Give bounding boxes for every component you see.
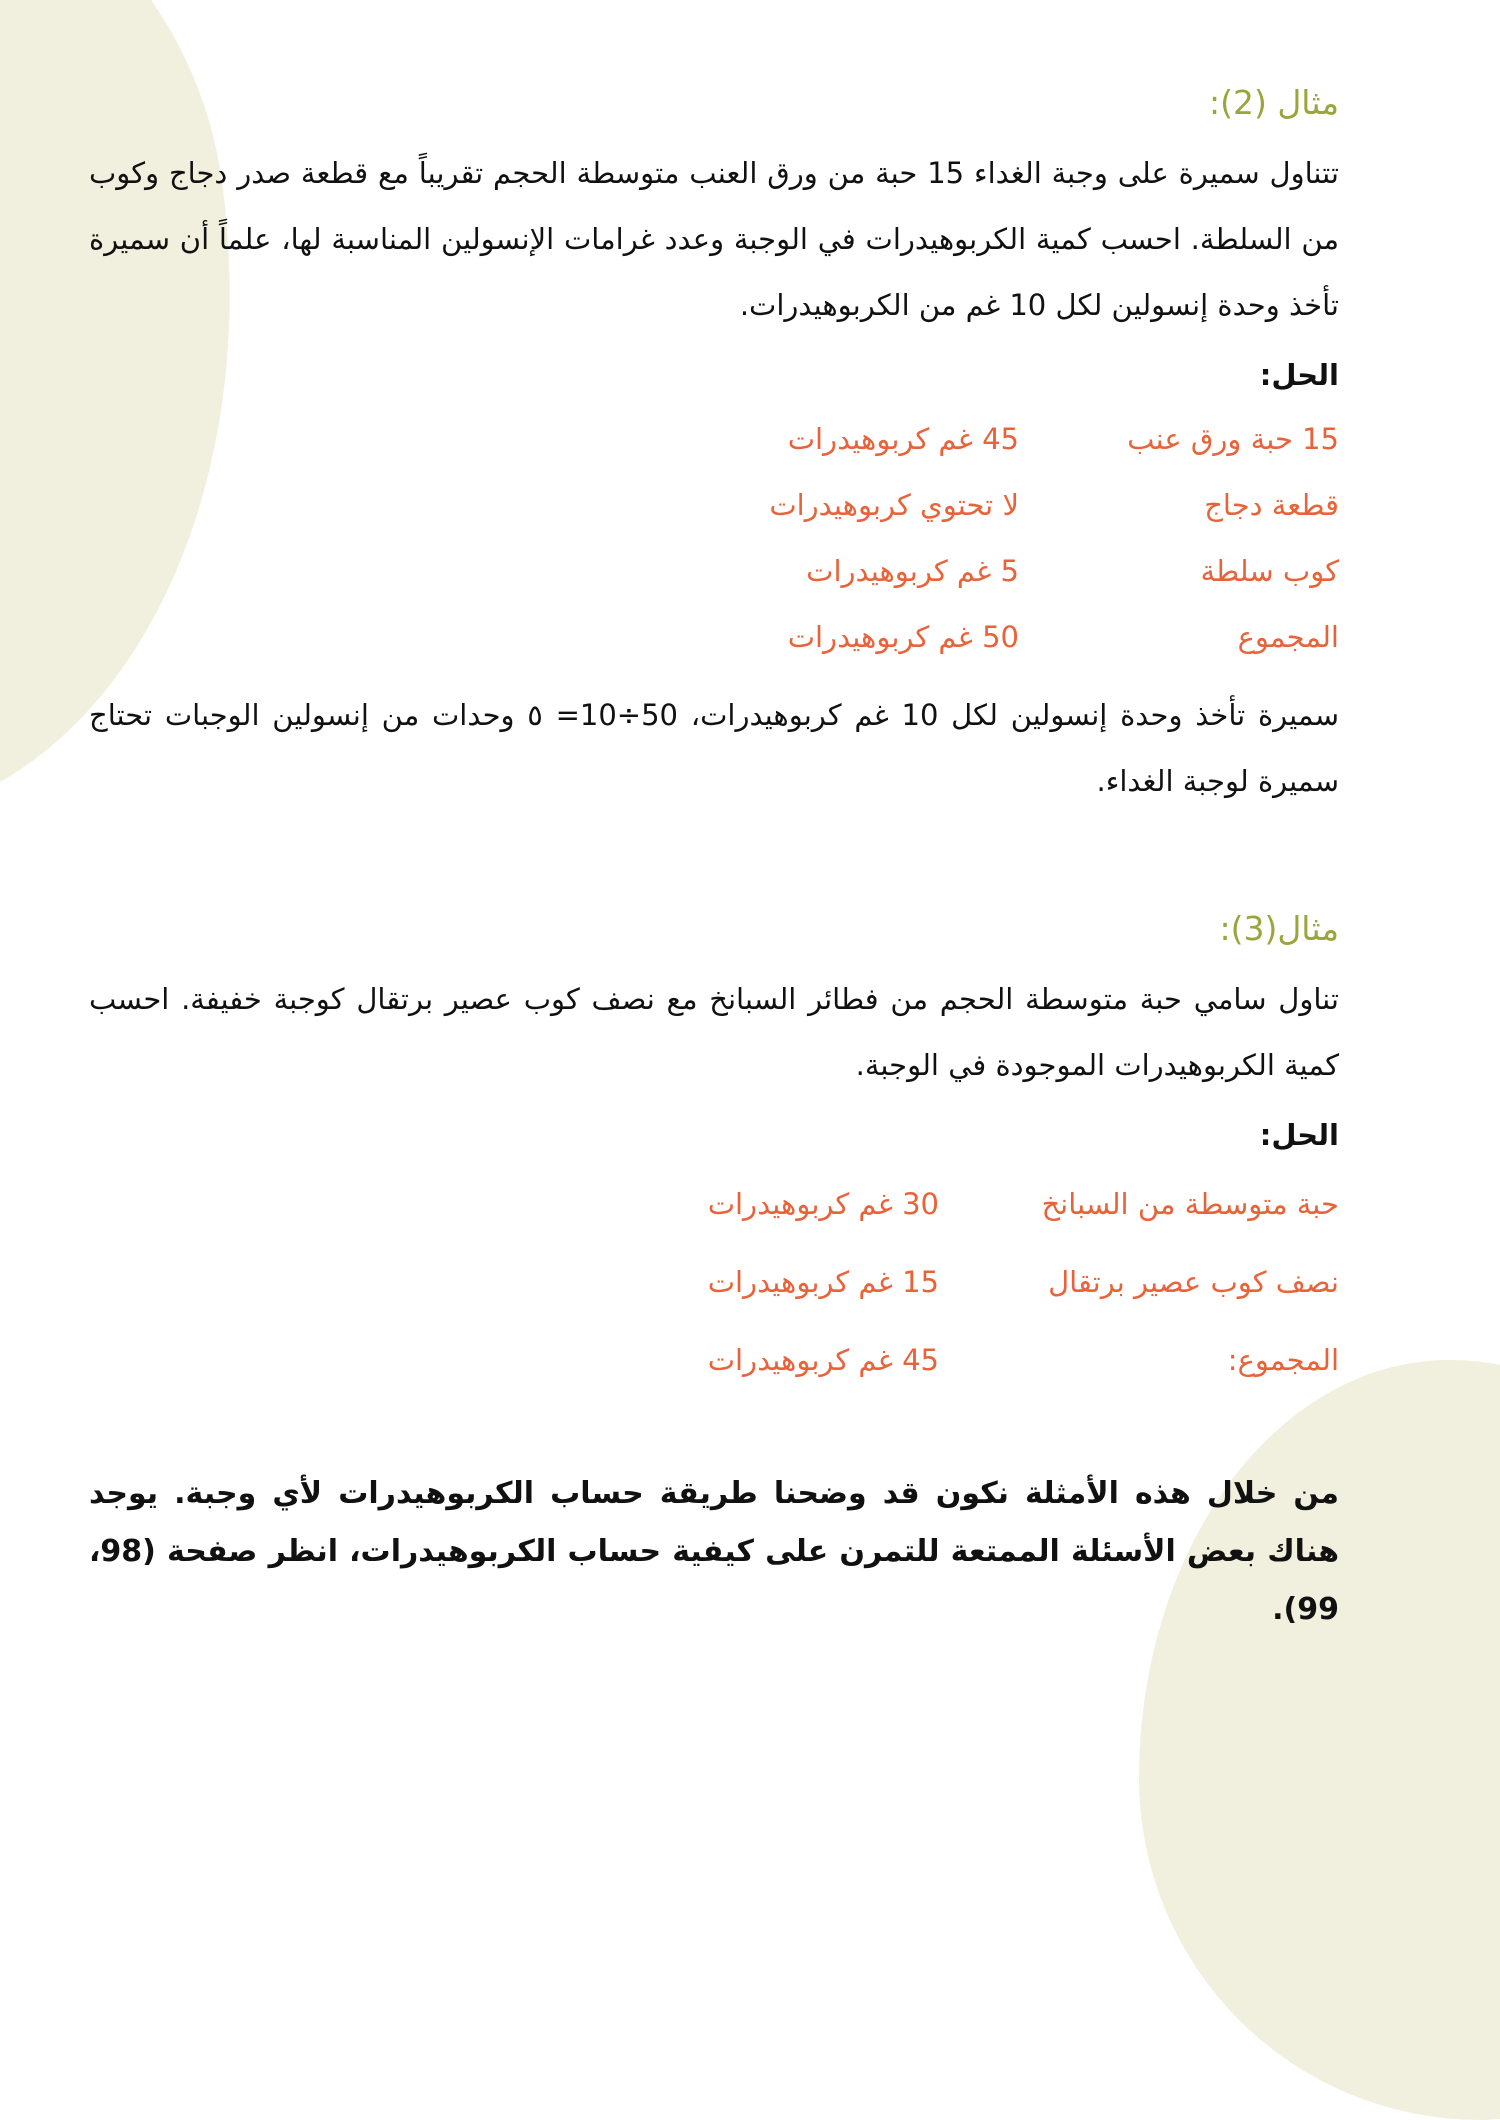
- solution-item: قطعة دجاج: [1205, 487, 1340, 522]
- solution-value: 50 غم كربوهيدرات: [788, 619, 1020, 654]
- solution-value: 5 غم كربوهيدرات: [807, 553, 1020, 588]
- solution-row: [90, 538, 1340, 604]
- solution-row: [90, 604, 1340, 670]
- solution-value: 15 غم كربوهيدرات: [708, 1265, 940, 1300]
- example-3-problem: تناول سامي حبة متوسطة الحجم من فطائر السبانخ مع نصف كوب عصير برتقال كوجبة خفيفة. احسب كمية الكربوهيدرات الموجودة في الوجبة.: [90, 981, 1340, 1082]
- example-3: [90, 906, 1340, 1400]
- solution-row: [90, 472, 1340, 538]
- example-2-title: مثال (2):: [1209, 83, 1340, 122]
- closing-paragraph: من خلال هذه الأمثلة نكون قد وضحنا طريقة حساب الكربوهيدرات لأي وجبة. يوجد هناك بعض الأسئلة الممتعة للتمرن على كيفية حساب الكربوهيدرات، انظر صفحة (98، 99).: [90, 1476, 1340, 1628]
- solution-item: نصف كوب عصير برتقال: [1049, 1265, 1340, 1300]
- solution-value: 30 غم كربوهيدرات: [708, 1187, 940, 1222]
- example-2-solution-label: الحل:: [1260, 358, 1340, 393]
- solution-row: [90, 1321, 1340, 1399]
- solution-item: المجموع:: [1228, 1343, 1340, 1378]
- document-page: [90, 80, 1340, 1639]
- solution-value: 45 غم كربوهيدرات: [788, 421, 1020, 456]
- solution-row: [90, 1243, 1340, 1321]
- example-2: [90, 80, 1340, 814]
- example-3-title: مثال(3):: [1220, 908, 1340, 948]
- solution-item: كوب سلطة: [1201, 553, 1340, 588]
- solution-value: 45 غم كربوهيدرات: [708, 1343, 940, 1378]
- solution-row: [90, 406, 1340, 472]
- solution-item: 15 حبة ورق عنب: [1128, 421, 1340, 456]
- example-2-problem: تتناول سميرة على وجبة الغداء 15 حبة من ورق العنب متوسطة الحجم تقريباً مع قطعة صدر دجاج وكوب من السلطة. احسب كمية الكربوهيدرات في الوجبة وعدد غرامات الإنسولين المناسبة لها، علماً أن سميرة تأخذ وحدة إنسولين لكل 10 غم من الكربوهيدرات.: [90, 156, 1340, 323]
- solution-value: لا تحتوي كربوهيدرات: [770, 487, 1020, 522]
- solution-row: [90, 1165, 1340, 1243]
- solution-item: المجموع: [1238, 619, 1340, 654]
- example-3-solution-label: الحل:: [1260, 1117, 1340, 1152]
- example-3-solution-table: [90, 1165, 1340, 1399]
- example-2-conclusion: سميرة تأخذ وحدة إنسولين لكل 10 غم كربوهيدرات، 50÷10= ٥ وحدات من إنسولين الوجبات تحتاج سميرة لوجبة الغداء.: [90, 697, 1340, 798]
- solution-item: حبة متوسطة من السبانخ: [1042, 1187, 1340, 1222]
- section-spacer: [90, 814, 1340, 906]
- example-2-solution-table: [90, 406, 1340, 670]
